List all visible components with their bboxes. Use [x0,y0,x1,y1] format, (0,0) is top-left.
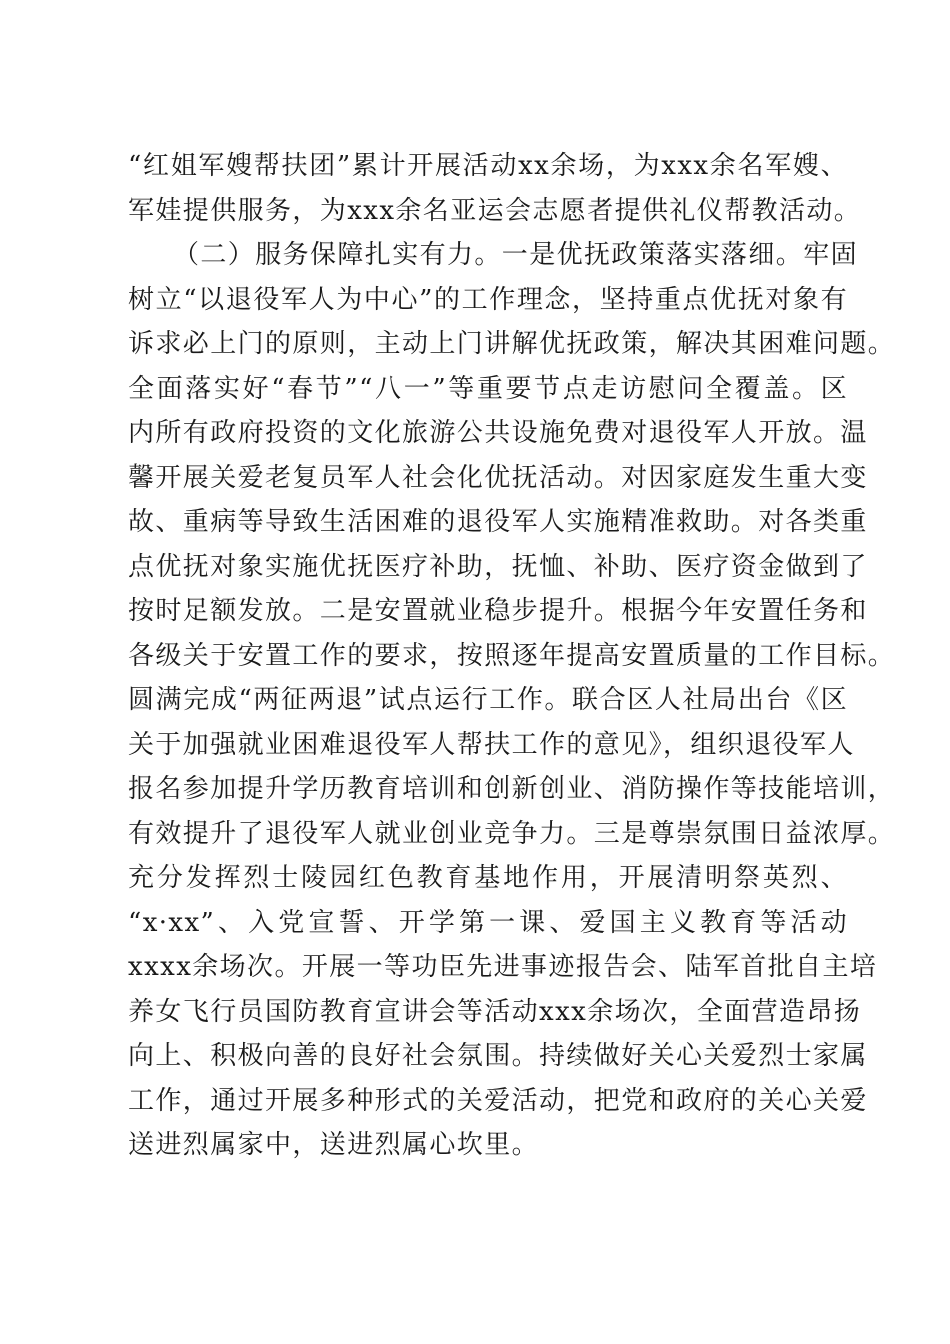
text-line: xxxx余场次。开展一等功臣先进事迹报告会、陆军首批自主培 [128,952,878,982]
text-line: 各级关于安置工作的要求，按照逐年提高安置质量的工作目标。 [128,640,896,671]
text-line: “x·xx”、入党宣誓、开学第一课、爱国主义教育等活动 [128,907,848,938]
text-line: 养女飞行员国防教育宣讲会等活动xxx余场次，全面营造昂扬 [128,996,862,1027]
text-line: 内所有政府投资的文化旅游公共设施免费对退役军人开放。温 [128,418,868,448]
text-line: 有效提升了退役军人就业创业竞争力。三是尊崇氛围日益浓厚。 [128,818,896,849]
text-line: 向上、积极向善的良好社会氛围。持续做好关心关爱烈士家属 [128,1041,868,1071]
text-line: 全面落实好“春节”“八一”等重要节点走访慰问全覆盖。区 [128,373,848,404]
body-text [128,144,896,1168]
text-line: 馨开展关爱老复员军人社会化优抚活动。对因家庭发生重大变 [128,462,868,493]
text-line: 故、重病等导致生活困难的退役军人实施精准救助。对各类重 [128,507,868,537]
text-line: 报名参加提升学历教育培训和创新创业、消防操作等技能培训， [128,774,896,804]
text-line: 圆满完成“两征两退”试点运行工作。联合区人社局出台《区 [128,685,848,715]
text-line: 树立“以退役军人为中心”的工作理念，坚持重点优抚对象有 [128,284,848,315]
text-line: 诉求必上门的原则，主动上门讲解优抚政策，解决其困难问题。 [128,329,896,359]
text-line: 送进烈属家中，送进烈属心坎里。 [128,1130,540,1160]
section-heading-line: （二）服务保障扎实有力。一是优抚政策落实落细。牢固 [173,240,859,270]
text-line: 按时足额发放。二是安置就业稳步提升。根据今年安置任务和 [128,596,868,626]
text-line: 军娃提供服务，为xxx余名亚运会志愿者提供礼仪帮教活动。 [128,195,862,226]
text-line: “红姐军嫂帮扶团”累计开展活动xx余场，为xxx余名军嫂、 [128,151,848,181]
text-line: 工作，通过开展多种形式的关爱活动，把党和政府的关心关爱 [128,1085,868,1116]
text-line: 关于加强就业困难退役军人帮扶工作的意见》，组织退役军人 [128,729,855,760]
text-line: 充分发挥烈士陵园红色教育基地作用，开展清明祭英烈、 [128,863,848,893]
text-line: 点优抚对象实施优抚医疗补助，抚恤、补助、医疗资金做到了 [128,551,868,582]
